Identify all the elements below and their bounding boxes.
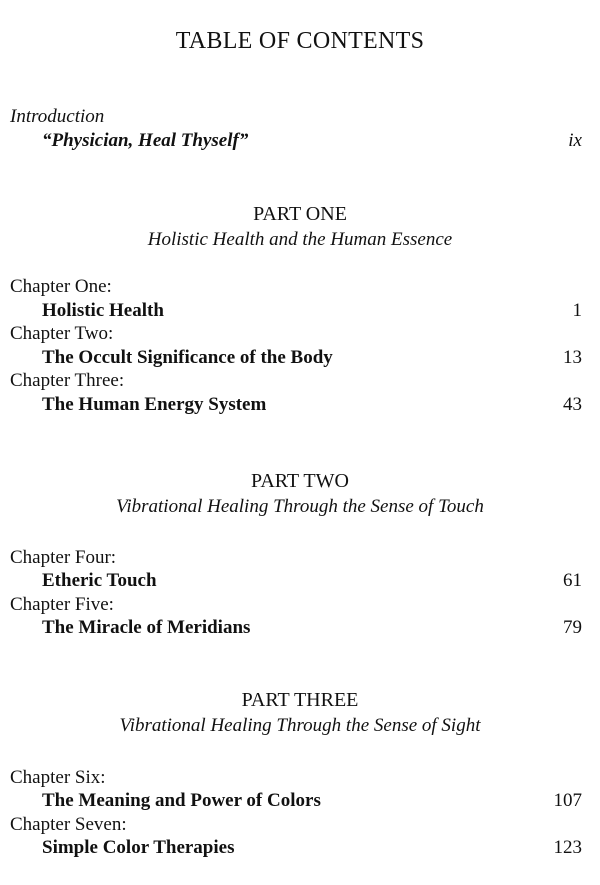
chapter-page: 43	[563, 394, 582, 415]
chapter-title: Etheric Touch	[42, 570, 157, 591]
chapter-label: Chapter Two:	[10, 323, 114, 344]
chapter-title: The Human Energy System	[42, 394, 267, 415]
chapter-page: 13	[563, 347, 582, 368]
part-one-subtitle: Holistic Health and the Human Essence	[147, 229, 453, 250]
part-two-heading: PART TWO	[251, 470, 349, 492]
chapter-label: Chapter Four:	[10, 547, 117, 568]
part-three-subtitle: Vibrational Healing Through the Sense of Sight	[119, 715, 481, 736]
chapter-label: Chapter Five:	[10, 594, 114, 615]
chapter-title: The Miracle of Meridians	[42, 617, 251, 638]
part-two-subtitle: Vibrational Healing Through the Sense of Touch	[116, 496, 484, 517]
introduction-entry: “Physician, Heal Thyself”	[42, 130, 249, 151]
chapter-title: The Occult Significance of the Body	[42, 347, 333, 368]
chapter-label: Chapter One:	[10, 276, 112, 297]
chapter-page: 61	[563, 570, 582, 591]
chapter-label: Chapter Three:	[10, 370, 125, 391]
chapter-label: Chapter Six:	[10, 767, 106, 788]
chapter-title: The Meaning and Power of Colors	[42, 790, 321, 811]
page-title: TABLE OF CONTENTS	[175, 28, 425, 54]
part-one-heading: PART ONE	[253, 203, 347, 225]
chapter-page: 79	[563, 617, 582, 638]
introduction-label: Introduction	[10, 106, 105, 127]
chapter-title: Simple Color Therapies	[42, 837, 235, 858]
part-three-heading: PART THREE	[241, 689, 359, 711]
chapter-page: 1	[572, 300, 582, 321]
chapter-page: 123	[553, 837, 582, 858]
introduction-page: ix	[568, 130, 582, 151]
chapter-label: Chapter Seven:	[10, 814, 127, 835]
chapter-page: 107	[553, 790, 582, 811]
chapter-title: Holistic Health	[42, 300, 164, 321]
